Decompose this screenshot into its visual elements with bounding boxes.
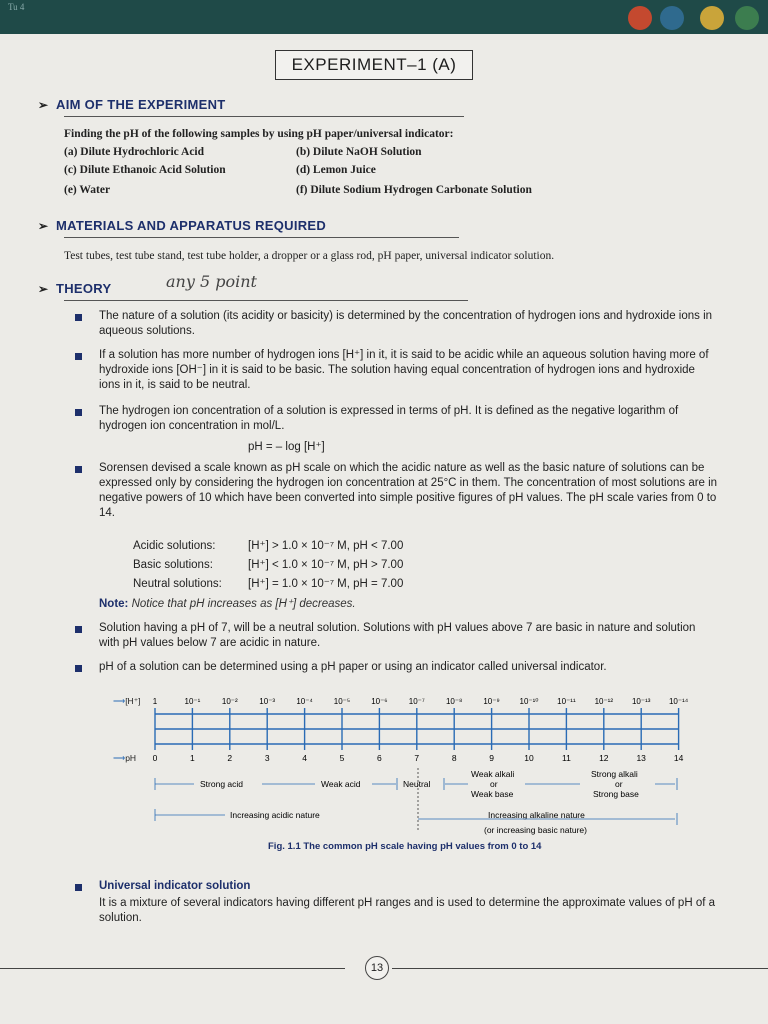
bullet-square-icon <box>75 466 82 473</box>
page-number: 13 <box>365 956 389 980</box>
materials-rule <box>64 237 459 238</box>
page-title: EXPERIMENT–1 (A) <box>275 50 473 80</box>
h-value-label: 10⁻¹⁰ <box>519 697 539 706</box>
h-value-label: 10⁻² <box>221 697 238 706</box>
weak-alkali-or: or <box>490 779 498 789</box>
strong-alkali-or: or <box>615 779 623 789</box>
h-value-label: 10⁻⁸ <box>445 697 463 706</box>
ph-value-label: 12 <box>599 753 609 763</box>
bullet-square-icon <box>75 626 82 633</box>
scale-grid <box>155 708 679 750</box>
bullet-square-icon <box>75 884 82 891</box>
neutral-range-label: Neutral <box>403 779 431 789</box>
h-value-label: 1 <box>152 697 158 706</box>
basic-label: Basic solutions: <box>133 559 213 571</box>
sample-d: (d) Lemon Juice <box>296 164 376 176</box>
h-value-label: 10⁻¹² <box>594 697 614 706</box>
sample-f: (f) Dilute Sodium Hydrogen Carbonate Solution <box>296 184 532 196</box>
section-arrow-icon: ➢ <box>38 282 49 296</box>
theory-rule <box>64 300 468 301</box>
ph-value-label: 14 <box>673 753 684 763</box>
acidic-expr: [H⁺] > 1.0 × 10⁻⁷ M, pH < 7.00 <box>248 540 404 552</box>
h-value-label: 10⁻⁷ <box>408 697 425 706</box>
strong-alkali-label: Strong alkali <box>591 769 638 779</box>
footer-rule-right <box>392 968 768 969</box>
sample-e: (e) Water <box>64 184 111 196</box>
h-value-label: 10⁻⁴ <box>296 697 313 706</box>
ph-value-labels <box>153 753 684 763</box>
basic-expr: [H⁺] < 1.0 × 10⁻⁷ M, pH > 7.00 <box>248 559 404 571</box>
h-value-labels <box>153 697 689 706</box>
h-value-label: 10⁻¹⁴ <box>668 697 689 706</box>
ph-value-label: 6 <box>377 753 382 763</box>
decor-blob-3 <box>700 6 724 30</box>
decor-blob-2 <box>660 6 684 30</box>
bullet-square-icon <box>75 665 82 672</box>
acidic-label: Acidic solutions: <box>133 540 216 552</box>
ph-value-label: 0 <box>152 753 158 763</box>
strong-base-label: Strong base <box>593 789 639 799</box>
bullet-square-icon <box>75 314 82 321</box>
bullet-square-icon <box>75 353 82 360</box>
weak-acid-label: Weak acid <box>321 779 361 789</box>
ph-value-label: 1 <box>190 753 195 763</box>
h-value-label: 10⁻⁵ <box>333 697 351 706</box>
increasing-acidic-label: Increasing acidic nature <box>230 810 320 820</box>
section-arrow-icon: ➢ <box>38 98 49 112</box>
theory-p4: Sorensen devised a scale known as pH scale on which the acidic nature as well as the basic nature of solutions can be expressed only by considering the hydrogen ion concentration at 25°C in them. The concentration of most solutions are in negative powers of 10 which have been converted into simple positive figures of pH values. The pH scale varies from 0 to 14. <box>99 462 718 519</box>
materials-heading: MATERIALS AND APPARATUS REQUIRED <box>56 218 327 233</box>
materials-heading-block <box>38 218 326 233</box>
h-value-label: 10⁻³ <box>259 697 276 706</box>
note-text: Notice that pH increases as [H⁺] decreases. <box>131 598 356 610</box>
sample-a: (a) Dilute Hydrochloric Acid <box>64 146 205 158</box>
theory-heading-block <box>38 281 112 296</box>
aim-intro: Finding the pH of the following samples by using pH paper/universal indicator: <box>64 128 454 140</box>
decor-blob-1 <box>628 6 652 30</box>
note-label: Note: <box>99 598 129 610</box>
h-value-label: 10⁻¹ <box>184 697 201 706</box>
weak-alkali-label: Weak alkali <box>471 769 515 779</box>
section-arrow-icon: ➢ <box>38 219 49 233</box>
ph-value-label: 11 <box>561 753 571 763</box>
sample-b: (b) Dilute NaOH Solution <box>296 146 422 158</box>
handwritten-note: any 5 point <box>166 272 257 291</box>
strong-acid-label: Strong acid <box>200 779 243 789</box>
figure-caption: Fig. 1.1 The common pH scale having pH values from 0 to 14 <box>268 841 542 852</box>
decor-blob-4 <box>735 6 759 30</box>
bullet-square-icon <box>75 409 82 416</box>
ph-value-label: 2 <box>227 753 233 763</box>
theory-p3: The hydrogen ion concentration of a solution is expressed in terms of pH. It is defined as the negative logarithm of hydrogen ion concentration in mol/L. <box>99 405 679 432</box>
theory-p5: Solution having a pH of 7, will be a neutral solution. Solutions with pH values above 7 are basic in nature and solution with pH values below 7 are acidic in nature. <box>99 622 696 649</box>
increasing-basic-label: (or increasing basic nature) <box>484 825 587 835</box>
increasing-alkaline-label: Increasing alkaline nature <box>488 810 585 820</box>
ph-value-label: 5 <box>339 753 345 763</box>
universal-text: It is a mixture of several indicators having different pH ranges and is used to determine the approximate values of pH of a solution. <box>99 897 716 924</box>
theory-p6: pH of a solution can be determined using a pH paper or using an indicator called universal indicator. <box>99 661 607 673</box>
h-value-label: 10⁻¹¹ <box>557 697 576 706</box>
neutral-expr: [H⁺] = 1.0 × 10⁻⁷ M, pH = 7.00 <box>248 578 404 590</box>
aim-heading-block <box>38 97 226 112</box>
materials-text: Test tubes, test tube stand, test tube holder, a dropper or a glass rod, pH paper, universal indicator solution. <box>64 250 555 262</box>
ph-value-label: 13 <box>636 753 646 763</box>
corner-tag: Tu 4 <box>8 2 25 12</box>
aim-rule <box>64 116 464 117</box>
top-band <box>0 0 768 34</box>
ph-value-label: 3 <box>264 753 270 763</box>
ph-formula: pH = – log [H⁺] <box>248 441 325 453</box>
neutral-label: Neutral solutions: <box>133 578 222 590</box>
aim-heading: AIM OF THE EXPERIMENT <box>56 97 226 112</box>
ph-value-label: 7 <box>414 753 420 763</box>
universal-heading: Universal indicator solution <box>99 880 251 892</box>
ph-value-label: 8 <box>451 753 457 763</box>
h-value-label: 10⁻⁹ <box>483 697 500 706</box>
weak-base-label: Weak base <box>471 789 514 799</box>
h-axis-label: ⟶[H⁺] <box>113 696 141 706</box>
ph-value-label: 10 <box>524 753 534 763</box>
sample-c: (c) Dilute Ethanoic Acid Solution <box>64 164 226 176</box>
theory-p2: If a solution has more number of hydrogen ions [H⁺] in it, it is said to be acidic while an aqueous solution having more of hydroxide ions [OH⁻] in it is said to be basic. The solution having equal concentration of hydrogen ions and hydroxide ions in it, is said to be neutral. <box>99 349 709 391</box>
ph-value-label: 4 <box>302 753 307 763</box>
theory-p1: The nature of a solution (its acidity or basicity) is determined by the concentration of hydrogen ions and hydroxide ions in aqueous solutions. <box>99 310 713 337</box>
note <box>99 597 356 612</box>
ph-scale-figure <box>0 690 768 840</box>
ph-value-label: 9 <box>489 753 494 763</box>
h-value-label: 10⁻⁶ <box>371 697 388 706</box>
h-value-label: 10⁻¹³ <box>631 697 651 706</box>
ph-axis-label: ⟶pH <box>113 753 137 763</box>
footer-rule-left <box>0 968 345 969</box>
theory-heading: THEORY <box>56 281 112 296</box>
